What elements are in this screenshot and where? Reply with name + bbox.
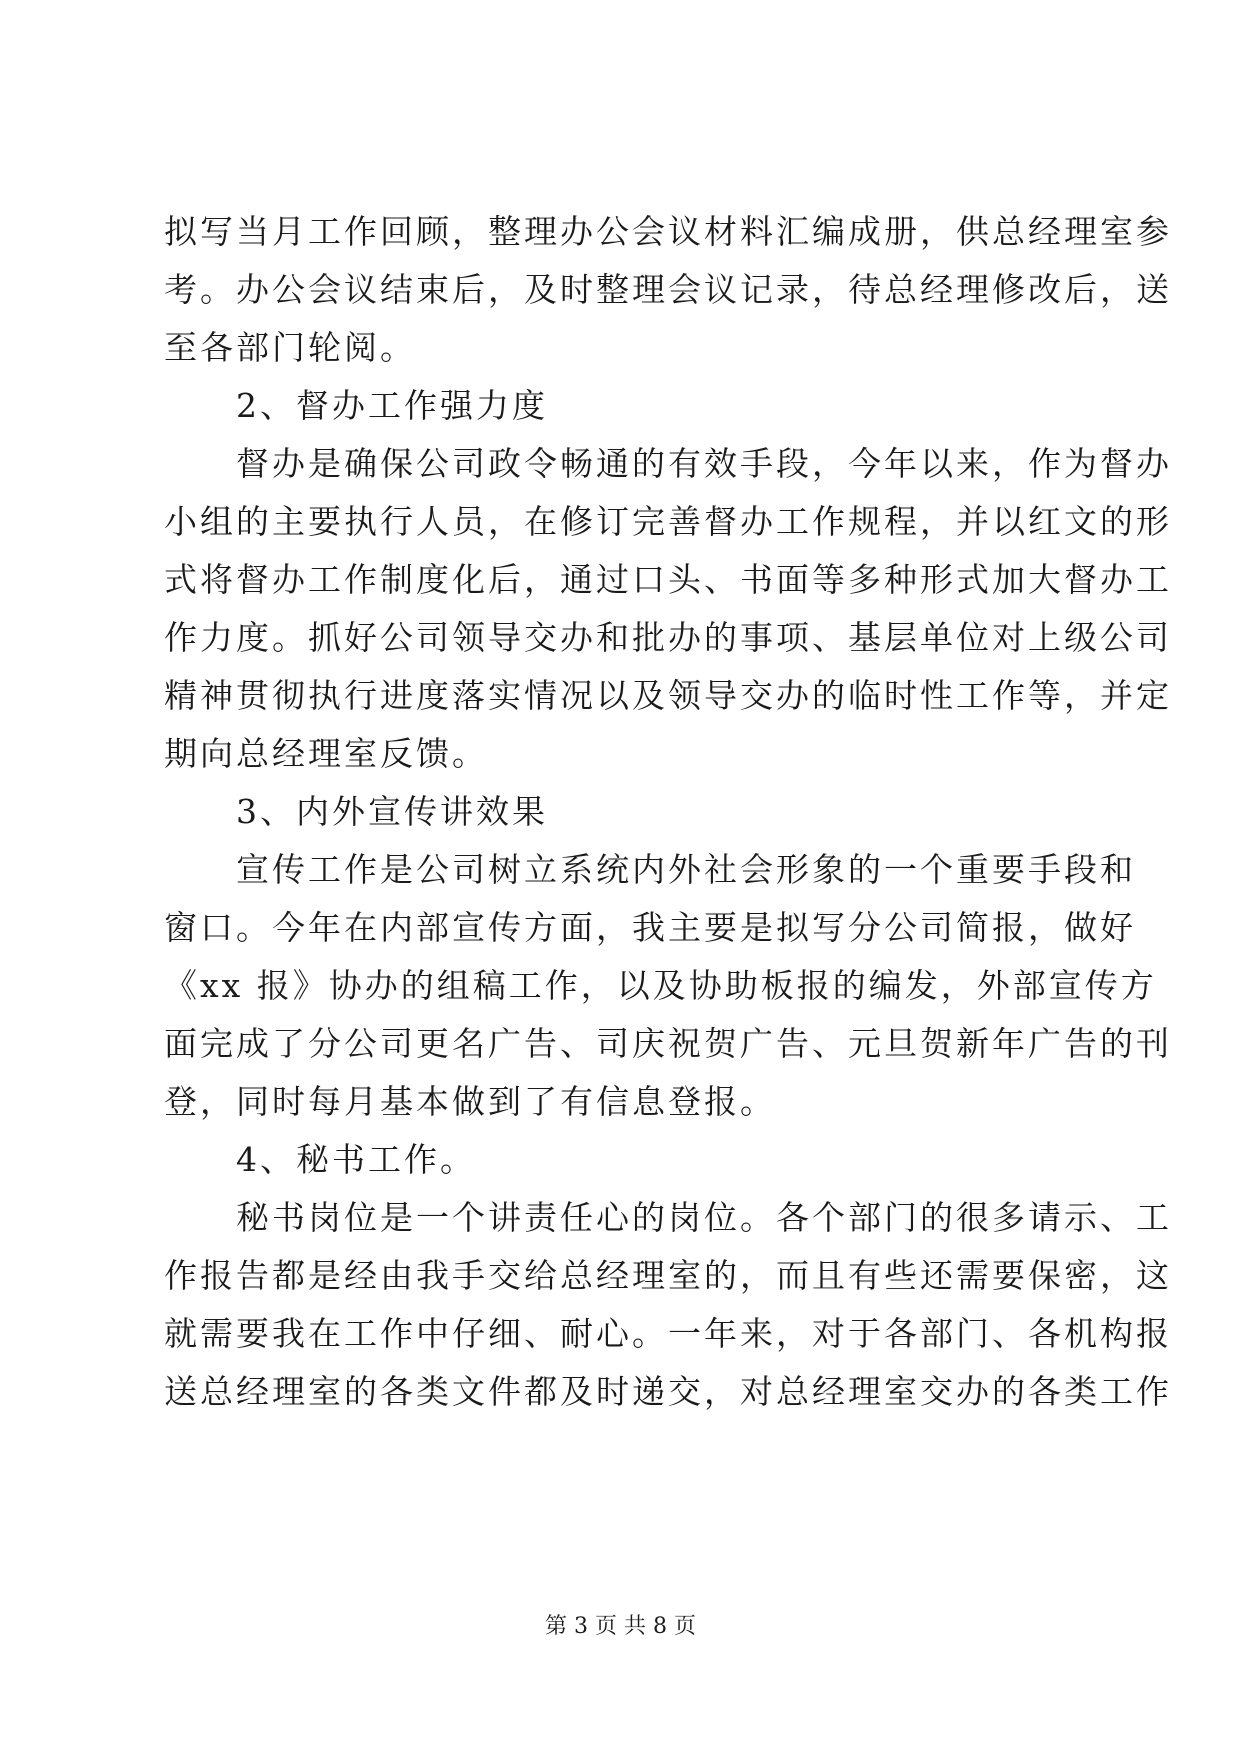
text-line: 期向总经理室反馈。: [164, 734, 488, 773]
section-heading: 3、内外宣传讲效果: [164, 792, 548, 831]
section-heading: 4、秘书工作。: [164, 1140, 476, 1179]
text-line: 宣传工作是公司树立系统内外社会形象的一个重要手段和: [164, 850, 1136, 889]
section-heading: 2、督办工作强力度: [164, 386, 548, 425]
text-line: 督办是确保公司政令畅通的有效手段，今年以来，作为督办: [164, 444, 1172, 483]
text-line: 拟写当月工作回顾，整理办公会议材料汇编成册，供总经理室参: [164, 212, 1172, 251]
text-line: 作力度。抓好公司领导交办和批办的事项、基层单位对上级公司: [164, 618, 1172, 657]
text-line: 登，同时每月基本做到了有信息登报。: [164, 1082, 776, 1121]
text-line: 面完成了分公司更名广告、司庆祝贺广告、元旦贺新年广告的刊: [164, 1024, 1172, 1063]
text-line: 作报告都是经由我手交给总经理室的，而且有些还需要保密，这: [164, 1256, 1172, 1295]
text-line: 秘书岗位是一个讲责任心的岗位。各个部门的很多请示、工: [164, 1198, 1172, 1237]
text-line: 就需要我在工作中仔细、耐心。一年来，对于各部门、各机构报: [164, 1314, 1172, 1353]
page-footer: 第 3 页 共 8 页: [545, 1614, 696, 1639]
text-line: 送总经理室的各类文件都及时递交，对总经理室交办的各类工作: [164, 1372, 1172, 1411]
text-line: 小组的主要执行人员，在修订完善督办工作规程，并以红文的形: [164, 502, 1172, 541]
text-line: 式将督办工作制度化后，通过口头、书面等多种形式加大督办工: [164, 560, 1172, 599]
text-line: 精神贯彻执行进度落实情况以及领导交办的临时性工作等，并定: [164, 676, 1172, 715]
text-line: 至各部门轮阅。: [164, 328, 416, 367]
text-line: 窗口。今年在内部宣传方面，我主要是拟写分公司简报，做好: [164, 908, 1136, 947]
text-line: 考。办公会议结束后，及时整理会议记录，待总经理修改后，送: [164, 270, 1172, 309]
text-line: 《xx 报》协办的组稿工作，以及协助板报的编发，外部宣传方: [164, 966, 1157, 1005]
